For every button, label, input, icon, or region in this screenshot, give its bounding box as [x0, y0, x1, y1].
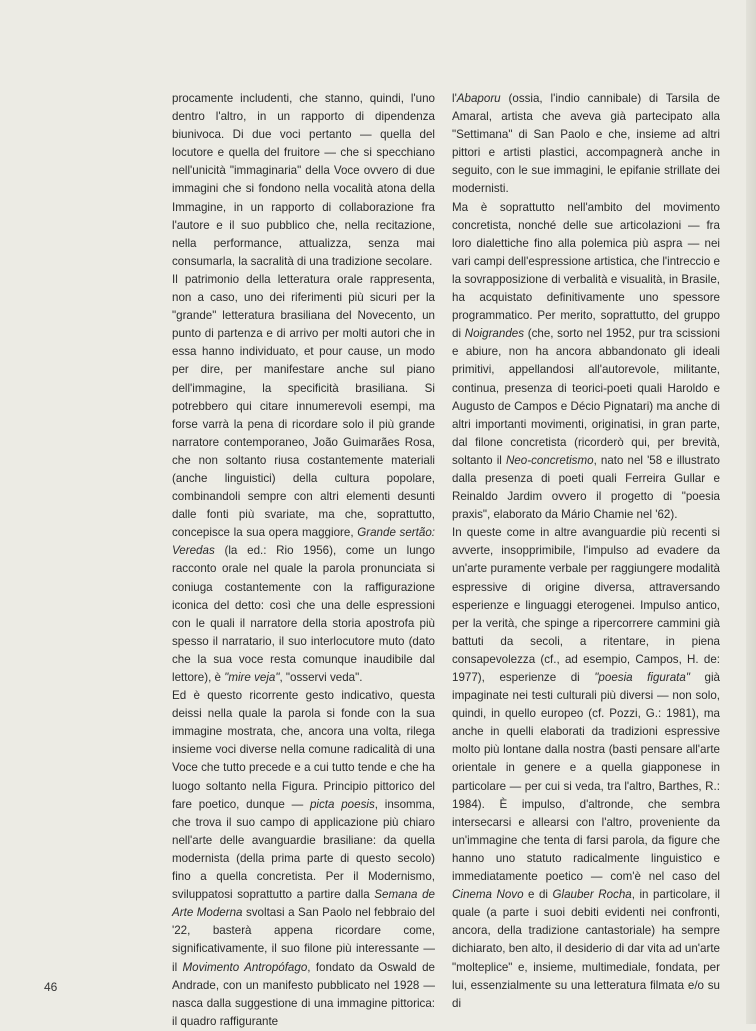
- paragraph: [452, 90, 720, 199]
- page-number: 46: [44, 980, 58, 994]
- italic-text: picta poesis: [309, 797, 375, 811]
- text-column-left: [172, 90, 435, 1031]
- text-run: Ma è soprattutto nell'ambito del movimento concretista, nonché delle sue articolazioni — fra loro dialettiche fino alla polemica più aspra — nei vari campi dell'espressione artistica, che l'intreccio e la sovrapposizione di verbalità e visualità, in Brasile, ha acquistato definitivamente uno spessore programmatico. Per merito, soprattutto, del gruppo di: [452, 200, 720, 341]
- text-run: , fondato da Oswald de Andrade, con un manifesto pubblicato nel 1928 — nasca dalla suggestione di una immagine pittorica: il quadro raffigurante: [172, 960, 435, 1028]
- text-run: In queste come in altre avanguardie più recenti si avverte, insopprimibile, l'impulso ad evadere da un'arte puramente verbale per raggiungere modalità espressive di origine diversa, attraversando esperienze e linguaggi eterogenei. Impulso antico, per la verità, che spinge a ripercorrere cammini già battuti da secoli, a ritentare, in piena consapevolezza (cf., ad esempio, Campos, H. de: 1977), esperienze di: [452, 526, 720, 684]
- italic-text: Semana de Arte Moderna: [172, 888, 435, 920]
- text-run: svoltasi a San Paolo nel febbraio del '22, basterà appena ricordare come, significativamente, il suo filone più interessante — il: [172, 906, 435, 974]
- text-run: , in particolare, il quale (a parte i suoi debiti evidenti nei confronti, ancora, della tradizione cantastoriale) ha sempre dichiarato, ben alto, il desiderio di dar vita ad un'arte "molteplice" e, insieme, multimediale, fondata, per lui, essenzialmente su una letteratura filmata e/o su di: [452, 888, 720, 1010]
- text-run: (ossia, l'indio cannibale) di Tarsila de Amaral, artista che aveva già partecipato alla "Settimana" di San Paolo e che, insieme ad altri pittori e artisti plastici, accompagnerà anche in seguito, con le sue immagini, le epifanie strillate dei modernisti.: [452, 92, 720, 196]
- italic-text: "mire veja": [224, 671, 280, 684]
- paragraph: [452, 524, 720, 1013]
- text-run: (che, sorto nel 1952, pur tra scissioni e abiure, non ha ancora abbandonato gli ideali primitivi, appellandosi all'autorevole, militante, continua, presenza di teorici-poeti quali Haroldo e Augusto de Campos e Décio Pignatari) ma anche di altri importanti movimenti, originatisi, in gran parte, dal filone concretista (ricorderò qui, per brevità, soltanto il: [452, 327, 720, 467]
- italic-text: Grande sertão: Veredas: [172, 526, 435, 558]
- text-run: , nato nel '58 e illustrato dalla presenza di poeti quali Ferreira Gullar e Reinaldo Jardim ovvero il progetto di "poesia praxis", elaborato da Mário Chamie nel '62).: [452, 453, 720, 522]
- text-run: e di: [523, 888, 553, 902]
- italic-text: Abaporu: [456, 92, 501, 105]
- italic-text: "poesia figurata": [594, 671, 690, 684]
- page-edge-shadow: [746, 0, 756, 1024]
- text-run: , "osservi veda".: [279, 671, 363, 684]
- paragraph: [172, 687, 435, 1031]
- italic-text: Glauber Rocha: [552, 888, 632, 902]
- text-run: procamente includenti, che stanno, quindi, l'uno dentro l'altro, in un rapporto di dipendenza biunivoca. Di due voci pertanto — quella del locutore e quella del fruitore — che si specchiano nell'unicità "immaginaria" della Voce ovvero di due immagini che si fondono nella vocalità atona della Immagine, in un rapporto di collaborazione fra l'autore e il suo pubblico che, nella recitazione, nella performance, attualizza, senza mai consumarla, la sacralità di una tradizione secolare.: [172, 92, 435, 268]
- text-run: l': [452, 92, 457, 105]
- italic-text: Movimento Antropófago: [182, 960, 308, 974]
- italic-text: Neo-concretismo: [505, 453, 594, 467]
- paragraph: [452, 199, 720, 525]
- text-run: (la ed.: Rio 1956), come un lungo racconto orale nel quale la parola pronunciata si coniuga costantemente con la raffigurazione iconica del detto: così che una delle espressioni con le quali il narratore della storia apostrofa più spesso il narratario, il suo interlocutore muto (dato che la sua voce resta comunque inaudibile dal lettore), è: [172, 544, 435, 684]
- paragraph: [172, 271, 435, 687]
- text-column-right: [452, 90, 720, 1013]
- text-run: , insomma, che trova il suo campo di applicazione più chiaro nell'arte delle avanguardie brasiliane: da quella modernista (della prima parte di questo secolo) fino a quella concretista. Per il Modernismo, sviluppatosi soprattutto a partire dalla: [172, 797, 435, 902]
- italic-text: Noigrandes: [464, 327, 525, 341]
- text-run: già impaginate nei testi culturali più diversi — non solo, quindi, in quello europeo (cf. Pozzi, G.: 1981), ma anche in quelli elaborati da tradizioni espressive molto più lontane dalla nostra (basti pensare all'arte orientale in genere e a quella giapponese in particolare — per cui si veda, tra l'altro, Barthes, R.: 1984). È impulso, d'altronde, che sembra intersecarsi e allearsi con l'altro, proveniente da un'immagine che tenta di farsi parola, da figure che hanno uno statuto radicalmente linguistico e immediatamente poetico — com'è nel caso del: [452, 671, 720, 884]
- text-run: Ed è questo ricorrente gesto indicativo, questa deissi nella quale la parola si fonde con la sua immagine mostrata, che, ancora una volta, rilega insieme voci diverse nella comune radicalità di una Voce che tutto precede e a cui tutto tende e che ha luogo soltanto nella Figura. Principio pittorico del fare poetico, dunque —: [172, 689, 435, 811]
- paragraph: [172, 90, 435, 271]
- italic-text: Cinema Novo: [452, 888, 524, 902]
- text-run: Il patrimonio della letteratura orale rappresenta, non a caso, uno dei riferimenti più sicuri per la "grande" letteratura brasiliana del Novecento, un punto di partenza e di arrivo per molti autori che in essa hanno individuato, et pour cause, un modo per dire, per manifestare anche sul piano dell'immagine, la specificità brasiliana. Si potrebbero qui citare innumerevoli esempi, ma forse varrà la pena di ricordare solo il più grande narratore contemporaneo, João Guimarães Rosa, che non soltanto riusa costantemente materiali (anche linguistici) della cultura popolare, combinandoli sempre con altri elementi desunti dalle fonti più svariate, ma che, soprattutto, concepisce la sua opera maggiore,: [172, 272, 435, 540]
